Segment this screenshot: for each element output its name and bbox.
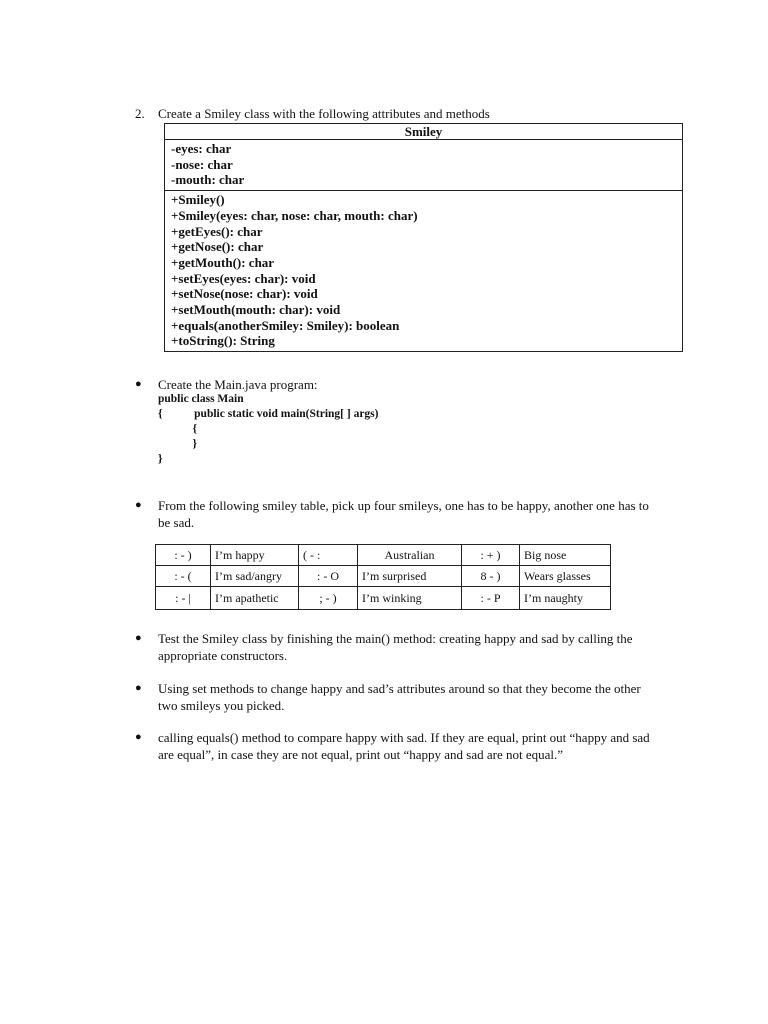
bullet-item [135,680,655,714]
code-block [158,392,378,467]
bullet-item [135,497,655,531]
bullet-dot-icon: ● [135,378,142,390]
smiley-meaning: I’m apathetic [211,587,299,610]
uml-attribute: -nose: char [171,156,233,172]
smiley-meaning: Australian [358,545,462,566]
smiley-meaning: I’m happy [211,545,299,566]
table-row [156,566,611,587]
uml-method: +getNose(): char [171,239,264,255]
uml-method: +equals(anotherSmiley: Smiley): boolean [171,317,400,333]
code-line: } [158,438,198,450]
uml-method: +Smiley(eyes: char, nose: char, mouth: char) [171,207,418,223]
bullet-dot-icon: ● [135,499,142,511]
bullet-item [135,729,655,763]
uml-method: +setEyes(eyes: char): void [171,270,316,286]
uml-attribute: -eyes: char [171,141,232,156]
smiley-meaning: Big nose [520,545,611,566]
smiley-symbol: ( - : [299,545,358,566]
smiley-symbol: : - P [462,587,520,610]
code-line: } [158,453,163,465]
bullet-text: calling equals() method to compare happy with sad. If they are equal, print out “happy and sad are equal”, in case they are not equal, print out “happy and sad are not equal.” [158,730,650,762]
bullet-item [135,376,655,393]
smiley-symbol: : - | [156,587,211,610]
uml-method: +Smiley() [171,192,225,208]
smiley-meaning: I’m winking [358,587,462,610]
bullet-text: Test the Smiley class by finishing the main() method: creating happy and sad by calling the appropriate constructors. [158,631,633,663]
smiley-meaning: Wears glasses [520,566,611,587]
table-row [156,545,611,566]
bullet-text: From the following smiley table, pick up four smileys, one has to be happy, another one has to be sad. [158,498,649,530]
bullet-text: Using set methods to change happy and sad’s attributes around so that they become the other two smileys you picked. [158,681,641,713]
table-row [156,587,611,610]
uml-attributes [165,140,682,191]
smiley-table [155,544,611,610]
question-number: 2. [135,106,145,121]
code-line: { [158,423,198,435]
uml-method: +setNose(nose: char): void [171,286,318,302]
smiley-meaning: I’m naughty [520,587,611,610]
uml-methods [165,191,682,351]
bullet-text: Create the Main.java program: [158,377,318,392]
uml-method: +getMouth(): char [171,254,275,270]
smiley-symbol: 8 - ) [462,566,520,587]
smiley-symbol: : - O [299,566,358,587]
code-line: public class Main [158,393,244,405]
uml-method: +getEyes(): char [171,223,263,239]
uml-method: +toString(): String [171,333,275,349]
bullet-dot-icon: ● [135,731,142,743]
smiley-meaning: I’m surprised [358,566,462,587]
uml-method: +setMouth(mouth: char): void [171,302,341,318]
bullet-dot-icon: ● [135,682,142,694]
uml-class-diagram [164,123,683,352]
smiley-symbol: ; - ) [299,587,358,610]
smiley-meaning: I’m sad/angry [211,566,299,587]
smiley-symbol: : - ) [156,545,211,566]
question-text: Create a Smiley class with the following attributes and methods [158,106,490,121]
uml-class-name: Smiley [165,124,682,140]
smiley-symbol: : + ) [462,545,520,566]
uml-attribute: -mouth: char [171,172,245,188]
bullet-item [135,630,655,664]
question-heading [135,105,695,122]
code-line: { public static void main(String[ ] args) [158,408,379,420]
bullet-dot-icon: ● [135,632,142,644]
smiley-symbol: : - ( [156,566,211,587]
